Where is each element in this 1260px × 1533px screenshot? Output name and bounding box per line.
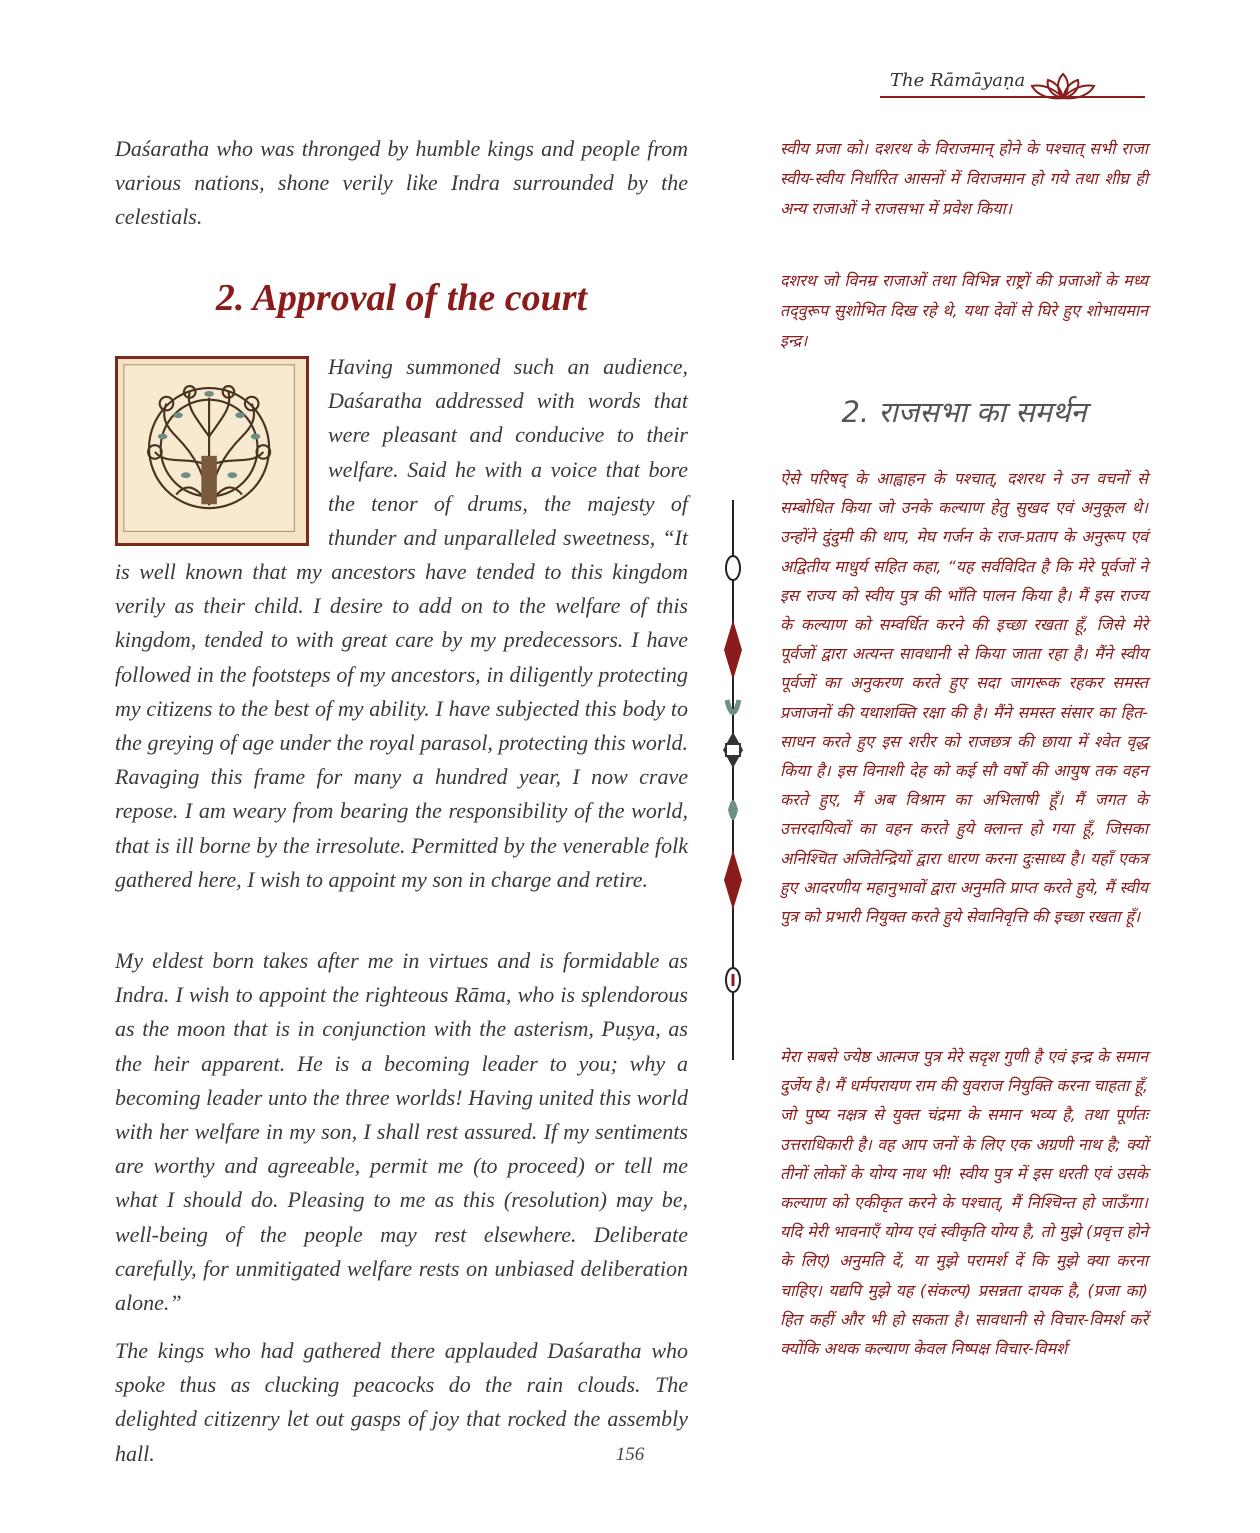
page-number: 156 (615, 1444, 645, 1465)
hindi-para1-text: दशरथ जो विनम्र राजाओं तथा विभिन्न राष्ट्रों की प्रजाओं के मध्य तद्‌वुरूप सुशोभित दिख रहे थे, यथा देवों से घिरे हुए शोभायमान इन्द्र। (780, 271, 1148, 350)
english-para3-text: The kings who had gathered there applauded Daśaratha who spoke thus as clucking peacocks do the rain clouds. The delighted citizenry let out gasps of joy that rocked the assembly hall. (115, 1338, 688, 1466)
header-rule (880, 96, 1145, 98)
hindi-para1 (780, 266, 1148, 356)
wrapped-line: welfare. Said he with a voice that bore (328, 456, 688, 482)
wrapped-line: Daśaratha addressed with words that (328, 388, 688, 414)
wrapped-line: thunder and unparalleled sweetness, “It (328, 525, 688, 551)
hindi-para2 (780, 464, 1148, 931)
hindi-para3 (780, 1042, 1148, 1363)
english-intro-paragraph (115, 132, 688, 235)
english-intro: Daśaratha who was thronged by humble kings and people from various nations, shone verily like Indra surrounded by the celestials. (115, 136, 688, 230)
tree-of-life-illustration (115, 356, 309, 546)
hindi-para2-text: ऐसे परिषद् के आह्वाहन के पश्चात्, दशरथ ने उन वचनों से सम्बोधित किया जो उनके कल्याण हेतु सुखद एवं अनुकूल थे। उन्होंने दुंदुमी की थाप, मेघ गर्जन के राज-प्रताप के अनुरूप एवं अद्वितीय माधुर्य सहित कहा, “यह सर्वविदित है कि मेरे पूर्वजों ने इस राज्य को स्वीय पुत्र की भाँति पालन किया है। मैं इस राज्य के कल्याण को सम्वर्धित करने की इच्छा रखता हूँ, जिसे मेरे पूर्वजों द्वारा अत्यन्त सावधानी से किया जाता रहा है। मैंने स्वीय पूर्वजों का अनुकरण करते हुए सदा जागरूक रहकर समस्त प्रजाजनों की यथाशक्ति रक्षा की है। मैंने समस्त संसार का हित-साधन करते हुए इस शरीर को राजछत्र की छाया में श्वेत वृद्ध किया है। इस विनाशी देह को कई सौ वर्षों की आयुष तक वहन करते हुए, मैं अब विश्राम का अभिलाषी हूँ। मैं जगत के उत्तरदायित्वों का वहन करते हुये क्लान्त हो गया हूँ, जिसका अनिश्चित अजितेन्द्रियों द्वारा धारण करना दुःसाध्य है। यहाँ एकत्र हुए आदरणीय महानुभावों द्वारा अनुमति प्राप्त करते हुये, मैं स्वीय पुत्र को प्रभारी नियुक्त करते हुये सेवानिवृत्ति की इच्छा रखता हूँ। (780, 469, 1148, 927)
wrapped-line: Having summoned such an audience, (328, 354, 688, 379)
english-para1-rest (115, 555, 688, 897)
running-header-title: The Rāmāyaṇa (890, 70, 1026, 91)
english-para1-continuation: is well known that my ancestors have tended to this kingdom verily as their child. I desire to add on to the welfare of this kingdom, tended to with great care by my predecessors. I have followed in the footsteps of my ancestors, in diligently protecting my citizens to the best of my ability. I have subjected this body to the greying of age under the royal parasol, protecting this world. Ravaging this frame for many a hundred year, I now crave repose. I am weary from bearing the responsibility of the world, that is ill borne by the irresolute. Permitted by the venerable folk gathered here, I wish to appoint my son in charge and retire. (115, 559, 688, 892)
hindi-section-heading: 2. राजसभा का समर्थन (841, 395, 1087, 429)
english-para2 (115, 944, 688, 1320)
hindi-para0-text: स्वीय प्रजा को। दशरथ के विराजमान् होने के पश्चात् सभी राजा स्वीय-स्वीय निर्धारित आसनों में विराजमान हो गये तथा शीघ्र ही अन्य राजाओं ने राजसभा में प्रवेश किया। (780, 139, 1148, 218)
english-para1-wrapped (328, 350, 688, 555)
wrapped-line: were pleasant and conducive to their (328, 422, 688, 448)
hindi-para3-text: मेरा सबसे ज्येष्ठ आत्मज पुत्र मेरे सदृश गुणी है एवं इन्द्र के समान दुर्जेय है। मैं धर्मपरायण राम की युवराज नियुक्ति करना चाहता हूँ, जो पुष्य नक्षत्र से युक्त चंद्रमा के समान भव्य है, तथा पूर्णतः उत्तराधिकारी है। वह आप जनों के लिए एक अग्रणी नाथ है; क्यों तीनों लोकों के योग्य नाथ भी! स्वीय पुत्र में इस धरती एवं उसके कल्याण को एकीकृत करने के पश्चात्, मैं निश्चिन्त हो जाऊँगा। यदि मेरी भावनाएँ योग्य एवं स्वीकृति योग्य है, तो मुझे (प्रवृत्त होने के लिए) अनुमति दें, या मुझे परामर्श दें कि मुझे क्या करना चाहिए। यद्यपि मुझे यह (संकल्प) प्रसन्नता दायक है, (प्रजा का) हित कहीं और भी हो सकता है। सावधानी से विचार-विमर्श करें क्योंकि अथक कल्याण केवल निष्पक्ष विचार-विमर्श (780, 1047, 1148, 1359)
english-section-heading: 2. Approval of the court (215, 277, 588, 319)
wrapped-line: the tenor of drums, the majesty of (328, 490, 688, 516)
ornamental-divider (718, 500, 748, 1060)
english-para2-text: My eldest born takes after me in virtues and is formidable as Indra. I wish to appoint the righteous Rāma, who is splendorous as the moon that is in conjunction with the asterism, Puṣya, as the heir apparent. He is a becoming leader to you; why a becoming leader unto the three worlds! Having united this world with her welfare in my son, I shall rest assured. If my sentiments are worthy and agreeable, permit me (to proceed) or tell me what I should do. Pleasing to me as this (resolution) may be, well-being of the people may rest elsewhere. Deliberate carefully, for unmitigated welfare rests on unbiased deliberation alone.” (115, 948, 688, 1316)
hindi-para0 (780, 134, 1148, 224)
